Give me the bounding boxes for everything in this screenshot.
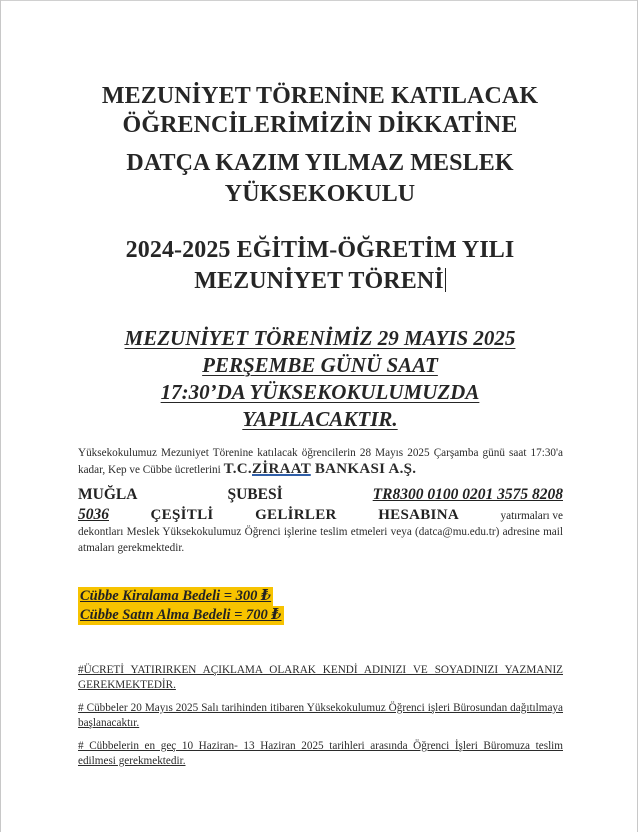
iban-number[interactable]: TR8300 0100 0201 3575 8208	[372, 486, 563, 503]
heading-attention	[40, 82, 600, 140]
instructions-intro: Yüksekokulumuz Mezuniyet Törenine katılacak öğrencilerin 28 Mayıs 2025 Çarşamba günü saat 17:30'a kadar, Kep ve Cübbe ücretlerini	[78, 447, 563, 476]
bank-name	[224, 461, 417, 477]
account-line	[78, 506, 563, 524]
branch-word: MUĞLA	[78, 486, 138, 503]
branch-word: ŞUBESİ	[227, 486, 283, 503]
ceremony-announcement	[80, 325, 560, 433]
account-word: HESABINA	[378, 507, 459, 523]
payment-instructions	[78, 446, 563, 478]
text-cursor	[445, 268, 446, 292]
announcement-line	[80, 352, 560, 379]
heading-year	[40, 235, 600, 297]
heading-line	[40, 266, 600, 297]
announcement-text: PERŞEMBE GÜNÜ SAAT	[202, 353, 438, 377]
heading-line: MEZUNİYET TÖRENİNE KATILACAK	[101, 83, 539, 109]
announcement-text: 17:30’DA YÜKSEKOKULUMUZDA	[160, 380, 480, 404]
iban-number-end[interactable]: 5036	[78, 506, 109, 523]
rental-fee: Cübbe Kiralama Bedeli = 300 ₺	[80, 588, 272, 604]
announcement-text: MEZUNİYET TÖRENİMİZ 29 MAYIS 2025	[124, 326, 516, 350]
fees-block	[78, 587, 284, 625]
purchase-fee: Cübbe Satın Alma Bedeli = 700 ₺	[80, 607, 282, 623]
heading-line: YÜKSEKOKULU	[224, 181, 416, 207]
account-word: GELİRLER	[255, 507, 337, 523]
announcement-line	[80, 325, 560, 352]
bank-ziraat: ZİRAAT	[252, 460, 311, 477]
announcement-line	[80, 379, 560, 406]
note-item: #ÜCRETİ YATIRIRKEN AÇIKLAMA OLARAK KENDİ ADINIZI VE SOYADINIZI YAZMANIZ GEREKMEKTEDİR.	[78, 664, 563, 691]
heading-line: DATÇA KAZIM YILMAZ MESLEK	[126, 150, 514, 176]
bank-tc: T.C.	[223, 460, 252, 477]
announcement-text: YAPILACAKTIR.	[242, 407, 398, 431]
announcement-line	[80, 406, 560, 433]
bank-branch-line	[78, 484, 563, 506]
heading-line: 2024-2025 EĞİTİM-ÖĞRETİM YILI	[125, 237, 515, 263]
note-item: # Cübbelerin en geç 10 Haziran- 13 Haziran 2025 tarihleri arasında Öğrenci İşleri Büromuza teslim edilmesi gerekmektedir.	[78, 740, 563, 767]
instructions-text: yatırmaları ve	[500, 510, 563, 522]
heading-school	[40, 148, 600, 210]
instructions-rest: dekontları Meslek Yüksekokulumuz Öğrenci işlerine teslim etmeleri veya (datca@mu.edu.tr) adresine mail atmaları gerekmektedir.	[78, 526, 563, 554]
heading-text: MEZUNİYET TÖRENİ	[194, 268, 444, 294]
heading-line: ÖĞRENCİLERİMİZİN DİKKATİNE	[122, 112, 518, 138]
note-item: # Cübbeler 20 Mayıs 2025 Salı tarihinden itibaren Yüksekokulumuz Öğrenci işleri Bürosundan dağıtılmaya başlanacaktır.	[78, 702, 563, 729]
account-word: ÇEŞİTLİ	[150, 507, 214, 523]
bank-rest: BANKASI A.Ş.	[310, 460, 417, 477]
